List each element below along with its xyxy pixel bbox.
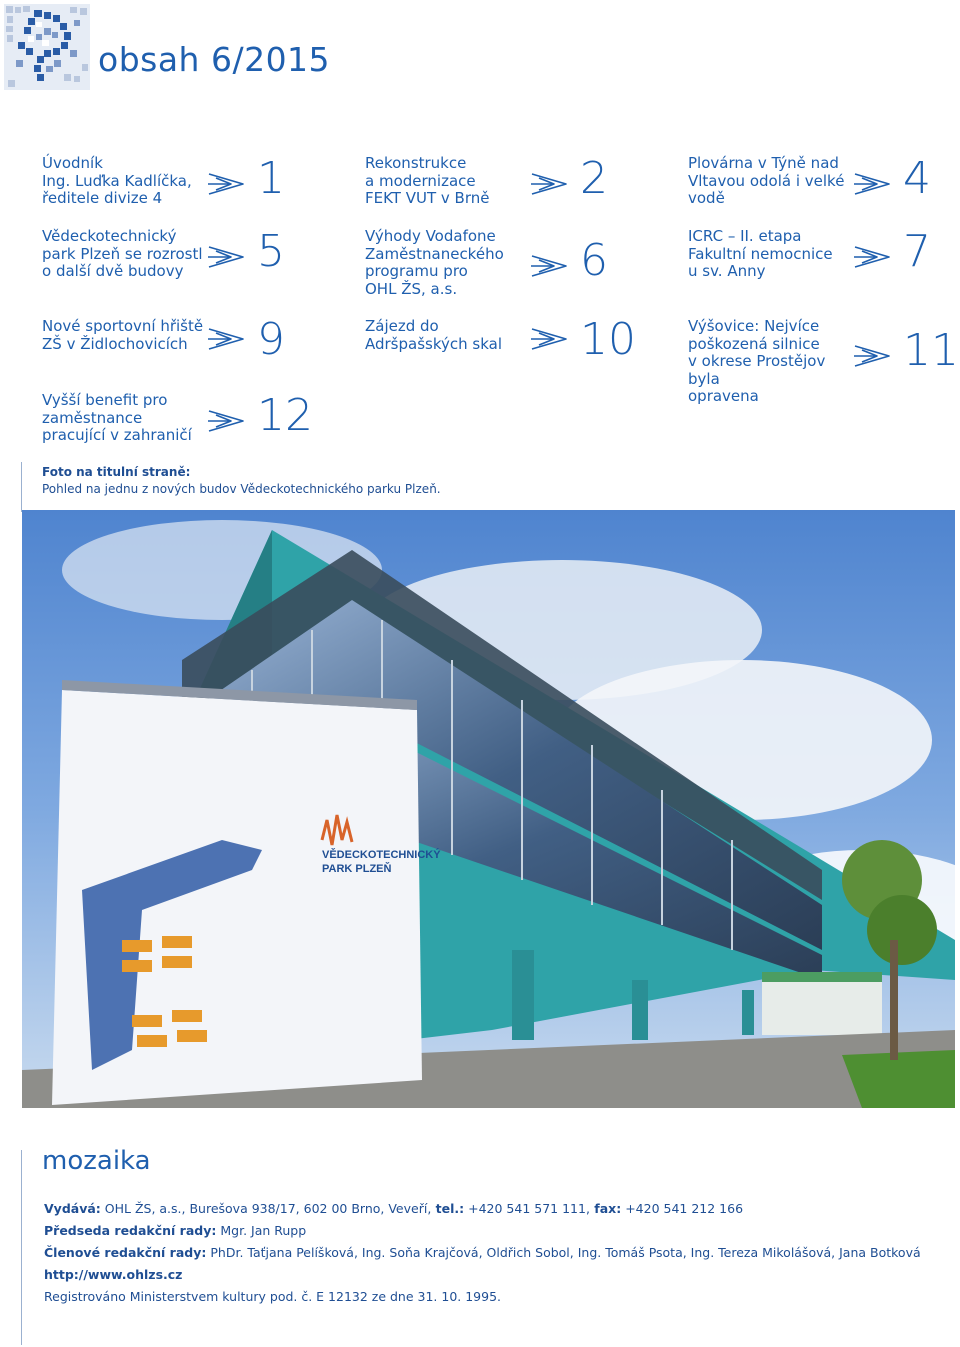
footer-divider [21, 1150, 22, 1345]
toc-entry-title [688, 228, 858, 281]
toc-entry-line: ICRC – II. etapa [688, 227, 802, 245]
cover-photo [22, 510, 955, 1108]
toc-entry-line: Výhody Vodafone [365, 227, 496, 245]
toc-page-number: 6 [580, 235, 608, 286]
sign-title-line1: VĚDECKOTECHNICKÝ [322, 849, 441, 861]
magazine-brand: mozaika [42, 1146, 151, 1176]
toc-page-number: 10 [580, 314, 636, 365]
toc-entry-line: Nové sportovní hřiště [42, 317, 204, 335]
toc-entry-title [42, 228, 212, 281]
toc-entry-line: pracující v zahraničí [42, 426, 192, 444]
toc-entry[interactable] [688, 317, 959, 405]
caption-text: Pohled na jednu z nových budov Vědeckotechnického parku Plzeň. [42, 482, 441, 496]
caption-divider [21, 462, 22, 512]
toc-entry-line: OHL ŽS, a.s. [365, 279, 458, 298]
arrow-right-icon [530, 324, 570, 354]
members-line [44, 1242, 921, 1264]
arrow-right-icon [853, 169, 893, 199]
toc-entry-line: programu pro [365, 262, 468, 280]
arrow-right-icon [530, 251, 570, 281]
toc-entry[interactable] [365, 155, 625, 225]
website-link[interactable]: http://www.ohlzs.cz [44, 1267, 183, 1282]
cover-caption [42, 464, 441, 498]
toc-entry-line: Rekonstrukce [365, 154, 467, 172]
toc-entry-line: zaměstnance [42, 408, 143, 427]
toc-page-number: 1 [257, 153, 285, 205]
toc-entry[interactable] [42, 155, 302, 225]
toc-entry-line: opravena [688, 387, 759, 405]
toc-entry-line: poškozená silnice [688, 334, 820, 353]
mozaika-logo [4, 4, 90, 90]
toc-entry[interactable] [688, 228, 948, 298]
toc-entry-title [688, 155, 858, 208]
toc-entry-line: vodě [688, 189, 725, 207]
website-line [44, 1264, 921, 1286]
toc-entry-title [42, 392, 212, 445]
toc-page-number: 9 [257, 314, 285, 365]
publisher-value: OHL ŽS, a.s., Burešova 938/17, 602 00 Brno, Veveří, [100, 1201, 432, 1216]
tel-label: tel.: [431, 1201, 465, 1216]
toc-entry-title [365, 155, 535, 208]
members-value: PhDr. Taťjana Pelíšková, Ing. Soňa Krajčová, Oldřich Sobol, Ing. Tomáš Psota, Ing. Tereza Mikolášová, Jana Botková [206, 1245, 921, 1260]
toc-page-number: 4 [903, 153, 931, 205]
toc-entry-line: o další dvě budovy [42, 262, 184, 280]
arrow-right-icon [207, 324, 247, 354]
toc-entry-line: park Plzeň se rozrostl [42, 244, 203, 263]
sign-title-line2: PARK PLZEŇ [322, 863, 392, 875]
arrow-right-icon [530, 169, 570, 199]
toc-entry-title [365, 228, 535, 298]
imprint [44, 1198, 921, 1308]
toc-entry[interactable] [42, 228, 302, 298]
toc-entry-line: Úvodník [42, 154, 103, 172]
toc-entry-line: ZŠ v Židlochovicích [42, 334, 188, 353]
toc-page-number: 12 [257, 390, 313, 442]
toc-entry-line: Zaměstnaneckého [365, 244, 504, 263]
toc-page-number: 7 [903, 226, 931, 278]
toc-entry-title [365, 318, 535, 353]
chair-line [44, 1220, 921, 1242]
toc-page-number: 11 [903, 325, 959, 376]
toc-entry[interactable] [365, 314, 636, 388]
tel-value: +420 541 571 111, [464, 1201, 590, 1216]
toc-page-number: 2 [580, 153, 608, 205]
toc-entry-line: u sv. Anny [688, 262, 766, 280]
chair-label: Předseda redakční rady: [44, 1223, 217, 1238]
arrow-right-icon [207, 242, 247, 272]
toc-entry-line: Vědeckotechnický [42, 227, 177, 245]
toc-entry[interactable] [688, 155, 948, 225]
toc-entry-line: Fakultní nemocnice [688, 244, 833, 263]
toc-entry-line: Výšovice: Nejvíce [688, 317, 820, 335]
caption-label: Foto na titulní straně: [42, 465, 191, 479]
toc-entry-line: Vltavou odolá i velké [688, 171, 845, 190]
fax-label: fax: [589, 1201, 622, 1216]
chair-value: Mgr. Jan Rupp [216, 1223, 307, 1238]
toc-entry[interactable] [42, 314, 302, 388]
toc-entry-line: Zájezd do [365, 317, 439, 335]
toc-entry-line: v okrese Prostějov byla [688, 352, 826, 388]
arrow-right-icon [853, 242, 893, 272]
toc-entry-line: Ing. Luďka Kadlíčka, [42, 171, 192, 190]
fax-value: +420 541 212 166 [621, 1201, 744, 1216]
toc-entry-line: Adršpašských skal [365, 334, 502, 353]
toc-entry-line: ředitele divize 4 [42, 189, 163, 207]
toc-entry-title [688, 318, 858, 406]
issue-title: obsah 6/2015 [98, 40, 331, 79]
toc-entry-title [42, 318, 212, 353]
arrow-right-icon [207, 169, 247, 199]
toc-entry[interactable] [365, 228, 625, 298]
toc-entry-line: Plovárna v Týně nad [688, 154, 839, 172]
toc-entry-line: Vyšší benefit pro [42, 391, 168, 409]
toc-entry-line: FEKT VUT v Brně [365, 189, 490, 207]
arrow-right-icon [207, 406, 247, 436]
toc-page-number: 5 [257, 226, 285, 278]
registration-text: Registrováno Ministerstvem kultury pod. č. E 12132 ze dne 31. 10. 1995. [44, 1289, 502, 1304]
arrow-right-icon [853, 341, 893, 371]
toc-entry[interactable] [42, 390, 313, 462]
members-label: Členové redakční rady: [44, 1245, 207, 1260]
toc-entry-title [42, 155, 212, 208]
publisher-label: Vydává: [44, 1201, 101, 1216]
toc-entry-line: a modernizace [365, 171, 476, 190]
publisher-line [44, 1198, 921, 1220]
registration-line [44, 1286, 921, 1308]
